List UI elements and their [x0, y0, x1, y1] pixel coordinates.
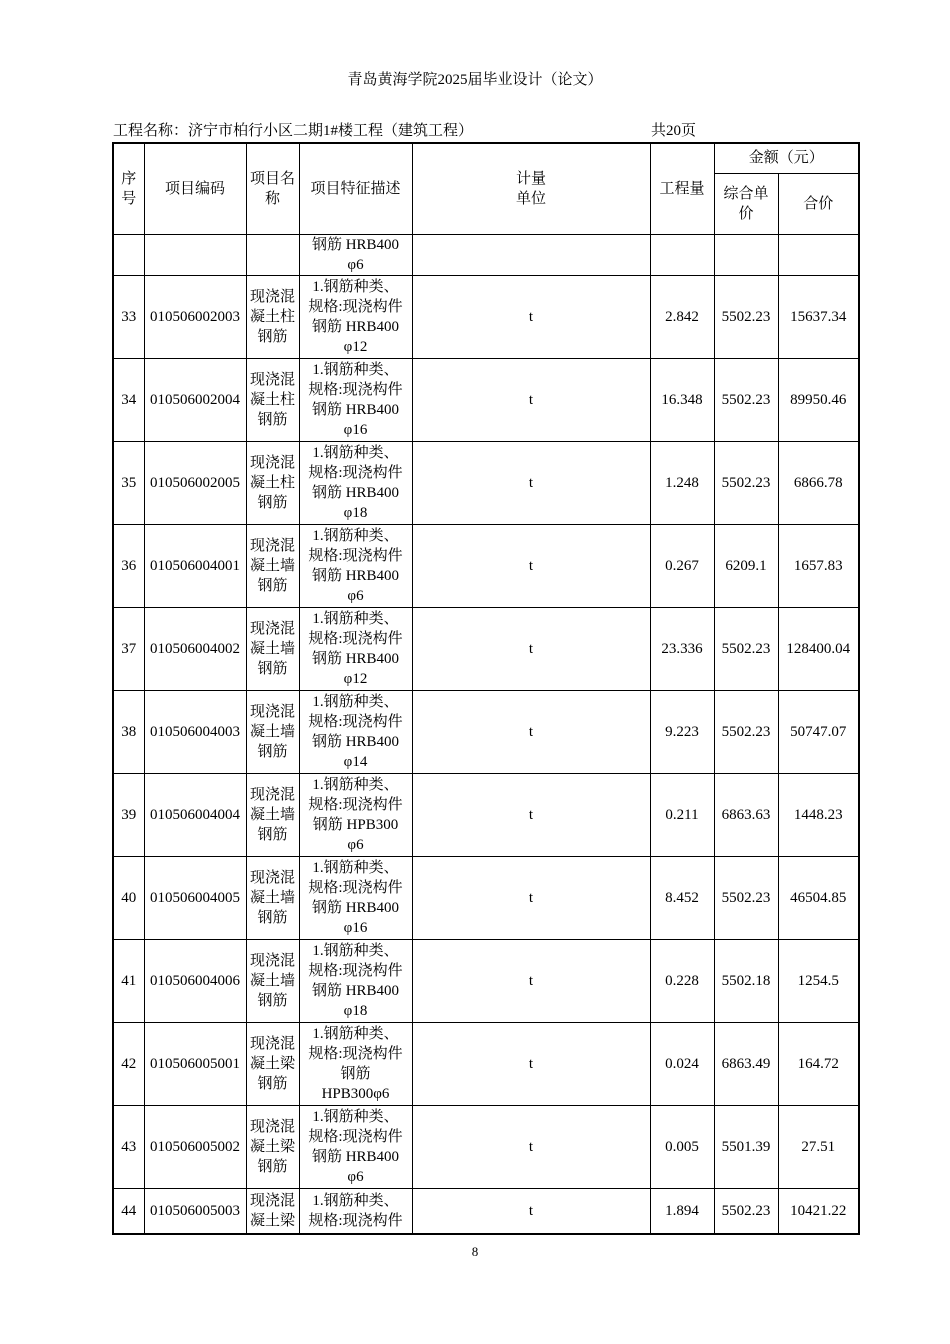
desc-line: 钢筋 HRB400 — [311, 567, 400, 584]
cell-code: 010506005001 — [144, 1022, 246, 1105]
desc-line: φ12 — [343, 338, 368, 355]
desc-line: HPB300φ6 — [321, 1085, 390, 1102]
desc-line: 钢筋 HRB400 — [311, 1148, 400, 1165]
cell-code: 010506004005 — [144, 856, 246, 939]
cell-qty: 0.005 — [650, 1105, 714, 1188]
cell-total: 10421.22 — [778, 1188, 859, 1234]
header-unit-price: 综合单价 — [714, 173, 778, 234]
cell-seq: 33 — [113, 275, 144, 358]
cell-name: 现浇混凝土墙钢筋 — [246, 939, 299, 1022]
cell-desc — [299, 1022, 412, 1105]
cell-code: 010506004003 — [144, 690, 246, 773]
cell-unit: t — [412, 773, 650, 856]
cell-code: 010506004001 — [144, 524, 246, 607]
cell-name: 现浇混凝土墙钢筋 — [246, 690, 299, 773]
cell-name: 现浇混凝土柱钢筋 — [246, 441, 299, 524]
table-row — [113, 275, 859, 358]
desc-line: 规格:现浇构件 — [308, 464, 403, 481]
cell-desc — [299, 441, 412, 524]
cell-name: 现浇混凝土梁钢筋 — [246, 1022, 299, 1105]
desc-line: 1.钢筋种类、 — [312, 859, 399, 876]
cell-unit: t — [412, 1188, 650, 1234]
cell-code: 010506004002 — [144, 607, 246, 690]
cell-seq: 35 — [113, 441, 144, 524]
desc-line: 1.钢筋种类、 — [312, 776, 399, 793]
desc-line: 1.钢筋种类、 — [312, 1108, 399, 1125]
header-seq: 序号 — [113, 143, 144, 234]
cell-name: 现浇混凝土墙钢筋 — [246, 524, 299, 607]
cell-desc — [299, 358, 412, 441]
project-name: 工程名称：济宁市柏行小区二期1#楼工程（建筑工程） — [113, 123, 474, 139]
cell-name: 现浇混凝土墙钢筋 — [246, 856, 299, 939]
header-unit: 计量单位 — [412, 143, 650, 234]
table-row — [113, 1105, 859, 1188]
cell-unit: t — [412, 524, 650, 607]
desc-line: 1.钢筋种类、 — [312, 610, 399, 627]
desc-line: 钢筋 HRB400 — [311, 982, 400, 999]
desc-line: 规格:现浇构件 — [308, 796, 403, 813]
cell-seq: 38 — [113, 690, 144, 773]
desc-line: 钢筋 HRB400 — [311, 899, 400, 916]
cell-desc — [299, 773, 412, 856]
cell-qty: 0.267 — [650, 524, 714, 607]
table-row — [113, 1022, 859, 1105]
cell-qty: 16.348 — [650, 358, 714, 441]
cell-unit: t — [412, 856, 650, 939]
desc-line: 1.钢筋种类、 — [312, 1192, 399, 1209]
cell-unit: t — [412, 1022, 650, 1105]
cell-unit-price: 5502.23 — [714, 856, 778, 939]
cell-desc — [299, 524, 412, 607]
header-name: 项目名称 — [246, 143, 299, 234]
cell-name: 现浇混凝土柱钢筋 — [246, 358, 299, 441]
header-amount: 金额（元） — [714, 143, 859, 173]
desc-line: 规格:现浇构件 — [308, 298, 403, 315]
cell-desc — [299, 1188, 412, 1234]
cell-seq: 44 — [113, 1188, 144, 1234]
cell-qty: 0.024 — [650, 1022, 714, 1105]
desc-line: 规格:现浇构件 — [308, 547, 403, 564]
cell-unit — [412, 234, 650, 275]
cell-unit-price — [714, 234, 778, 275]
cell-unit: t — [412, 607, 650, 690]
desc-line: φ18 — [343, 504, 368, 521]
cell-total: 1254.5 — [778, 939, 859, 1022]
desc-line: 钢筋 HRB400 — [311, 401, 400, 418]
table-row-continuation — [113, 234, 859, 275]
cell-name — [246, 234, 299, 275]
desc-line: 规格:现浇构件 — [308, 1045, 403, 1062]
desc-line: φ6 — [347, 256, 364, 273]
cell-unit-price: 5502.23 — [714, 358, 778, 441]
desc-line: φ6 — [347, 587, 364, 604]
desc-line: φ12 — [343, 670, 368, 687]
cell-unit-price: 5502.23 — [714, 607, 778, 690]
cell-desc — [299, 939, 412, 1022]
table-row — [113, 358, 859, 441]
cell-code: 010506004004 — [144, 773, 246, 856]
cell-desc — [299, 607, 412, 690]
cell-seq: 41 — [113, 939, 144, 1022]
desc-line: 规格:现浇构件 — [308, 630, 403, 647]
cell-total: 15637.34 — [778, 275, 859, 358]
cell-unit: t — [412, 939, 650, 1022]
desc-line: φ6 — [347, 836, 364, 853]
desc-line: 规格:现浇构件 — [308, 879, 403, 896]
desc-line: 1.钢筋种类、 — [312, 444, 399, 461]
desc-line: 规格:现浇构件 — [308, 1128, 403, 1145]
cell-desc — [299, 234, 412, 275]
cell-total: 164.72 — [778, 1022, 859, 1105]
desc-line: 1.钢筋种类、 — [312, 527, 399, 544]
table-row — [113, 773, 859, 856]
cell-qty: 0.228 — [650, 939, 714, 1022]
cell-qty: 1.248 — [650, 441, 714, 524]
desc-line: 规格:现浇构件 — [308, 1212, 403, 1229]
header-desc: 项目特征描述 — [299, 143, 412, 234]
table-row — [113, 607, 859, 690]
cell-seq: 42 — [113, 1022, 144, 1105]
cell-seq: 36 — [113, 524, 144, 607]
table-row — [113, 856, 859, 939]
desc-line: φ18 — [343, 1002, 368, 1019]
desc-line: 1.钢筋种类、 — [312, 693, 399, 710]
cell-code: 010506004006 — [144, 939, 246, 1022]
table-body — [113, 234, 859, 1234]
table-row — [113, 1188, 859, 1234]
cell-seq: 39 — [113, 773, 144, 856]
cell-total: 6866.78 — [778, 441, 859, 524]
cell-unit-price: 6863.49 — [714, 1022, 778, 1105]
cell-unit-price: 5502.23 — [714, 275, 778, 358]
table-row — [113, 690, 859, 773]
cell-total: 50747.07 — [778, 690, 859, 773]
cell-code — [144, 234, 246, 275]
cell-name: 现浇混凝土柱钢筋 — [246, 275, 299, 358]
desc-line: 1.钢筋种类、 — [312, 942, 399, 959]
desc-line: φ14 — [343, 753, 368, 770]
cell-total: 1448.23 — [778, 773, 859, 856]
cell-unit-price: 5501.39 — [714, 1105, 778, 1188]
desc-line: φ16 — [343, 421, 368, 438]
cell-unit-price: 6209.1 — [714, 524, 778, 607]
cell-code: 010506005003 — [144, 1188, 246, 1234]
cell-desc — [299, 690, 412, 773]
cell-unit-price: 5502.23 — [714, 690, 778, 773]
desc-line: 钢筋 HRB400 — [311, 318, 400, 335]
desc-line: 规格:现浇构件 — [308, 962, 403, 979]
desc-line: 规格:现浇构件 — [308, 381, 403, 398]
desc-line: 规格:现浇构件 — [308, 713, 403, 730]
cell-total: 89950.46 — [778, 358, 859, 441]
cell-code: 010506002005 — [144, 441, 246, 524]
table-row — [113, 524, 859, 607]
cell-desc — [299, 275, 412, 358]
cell-unit: t — [412, 275, 650, 358]
cell-seq: 40 — [113, 856, 144, 939]
cell-desc — [299, 856, 412, 939]
cell-name: 现浇混凝土梁钢筋 — [246, 1105, 299, 1188]
total-pages: 共20页 — [651, 123, 697, 139]
desc-line: 1.钢筋种类、 — [312, 361, 399, 378]
cell-name: 现浇混凝土墙钢筋 — [246, 773, 299, 856]
cell-seq — [113, 234, 144, 275]
cell-total: 27.51 — [778, 1105, 859, 1188]
cell-unit: t — [412, 441, 650, 524]
table-header — [113, 143, 859, 234]
desc-line: φ6 — [347, 1168, 364, 1185]
desc-line: 钢筋 HRB400 — [311, 484, 400, 501]
header-qty: 工程量 — [650, 143, 714, 234]
cell-unit-price: 6863.63 — [714, 773, 778, 856]
page-number: 8 — [471, 1244, 479, 1259]
desc-line: 1.钢筋种类、 — [312, 278, 399, 295]
bill-of-quantities-table — [112, 142, 860, 1235]
cell-qty: 23.336 — [650, 607, 714, 690]
desc-line: 钢筋 HPB300 — [312, 816, 399, 833]
cell-unit: t — [412, 358, 650, 441]
cell-unit-price: 5502.23 — [714, 1188, 778, 1234]
cell-code: 010506005002 — [144, 1105, 246, 1188]
cell-qty: 8.452 — [650, 856, 714, 939]
cell-desc — [299, 1105, 412, 1188]
table-row — [113, 441, 859, 524]
cell-qty — [650, 234, 714, 275]
cell-qty: 0.211 — [650, 773, 714, 856]
cell-unit: t — [412, 1105, 650, 1188]
cell-code: 010506002003 — [144, 275, 246, 358]
cell-total: 1657.83 — [778, 524, 859, 607]
cell-qty: 1.894 — [650, 1188, 714, 1234]
cell-name: 现浇混凝土梁 — [246, 1188, 299, 1234]
desc-line: 钢筋 HRB400 — [311, 733, 400, 750]
cell-qty: 9.223 — [650, 690, 714, 773]
cell-total — [778, 234, 859, 275]
cell-total: 128400.04 — [778, 607, 859, 690]
desc-line: 钢筋 HRB400 — [311, 236, 400, 253]
header-total: 合价 — [778, 173, 859, 234]
header-code: 项目编码 — [144, 143, 246, 234]
cell-seq: 43 — [113, 1105, 144, 1188]
cell-total: 46504.85 — [778, 856, 859, 939]
desc-line: φ16 — [343, 919, 368, 936]
desc-line: 钢筋 — [340, 1065, 371, 1082]
cell-code: 010506002004 — [144, 358, 246, 441]
desc-line: 钢筋 HRB400 — [311, 650, 400, 667]
cell-qty: 2.842 — [650, 275, 714, 358]
cell-seq: 34 — [113, 358, 144, 441]
page-header-title: 青岛黄海学院2025届毕业设计（论文） — [347, 72, 603, 88]
cell-seq: 37 — [113, 607, 144, 690]
cell-unit: t — [412, 690, 650, 773]
desc-line: 1.钢筋种类、 — [312, 1025, 399, 1042]
table-row — [113, 939, 859, 1022]
cell-name: 现浇混凝土墙钢筋 — [246, 607, 299, 690]
cell-unit-price: 5502.18 — [714, 939, 778, 1022]
cell-unit-price: 5502.23 — [714, 441, 778, 524]
